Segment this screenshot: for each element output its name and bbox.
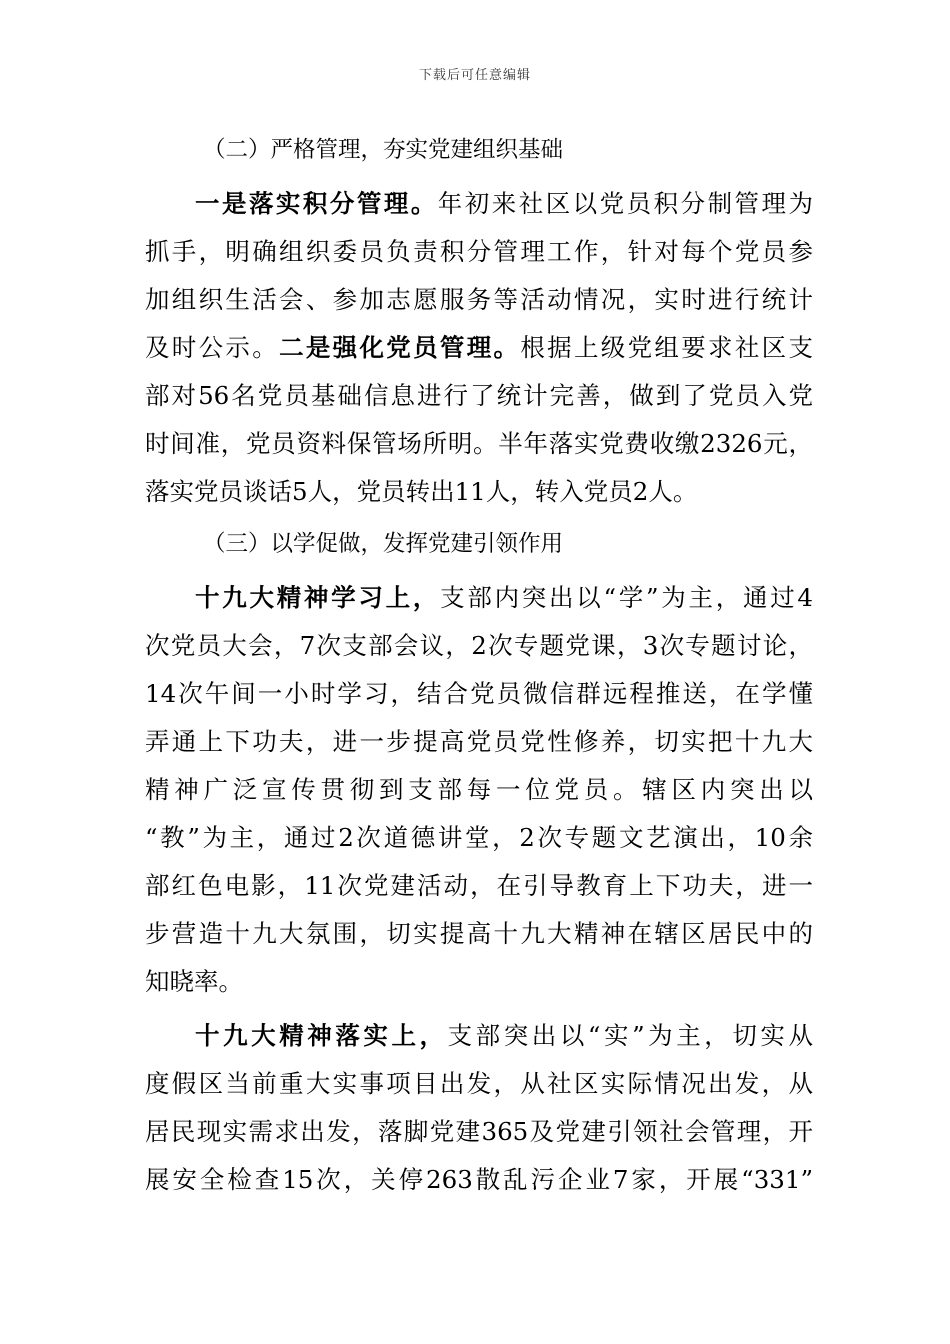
paragraph-line: 步营造十九大氛围，切实提高十九大精神在辖区居民中的 — [145, 919, 813, 948]
paragraph-line: 部红色电影，11次党建活动，在引导教育上下功夫，进一 — [145, 871, 813, 900]
bold-lead: 二是强化党员管理。 — [279, 333, 521, 362]
paragraph-line: 居民现实需求出发，落脚党建365及党建引领社会管理，开 — [145, 1117, 813, 1146]
document-body — [145, 126, 813, 1204]
paragraph-3 — [145, 1012, 813, 1204]
paragraph-line: 落实党员谈话5人，党员转出11人，转入党员2人。 — [145, 477, 698, 506]
paragraph-line: 抓手，明确组织委员负责积分管理工作，针对每个党员参 — [145, 237, 813, 266]
bold-lead: 一是落实积分管理。 — [195, 189, 438, 218]
paragraph-line: “教”为主，通过2次道德讲堂，2次专题文艺演出，10余 — [145, 823, 813, 852]
bold-lead: 十九大精神学习上， — [195, 583, 441, 612]
paragraph-line: 知晓率。 — [145, 967, 243, 996]
paragraph-line: 十九大精神落实上，支部突出以“实”为主，切实从 — [195, 1021, 813, 1050]
paragraph-2 — [145, 574, 813, 1006]
paragraph-line: 十九大精神学习上，支部内突出以“学”为主，通过4 — [195, 583, 814, 612]
header-note: 下载后可任意编辑 — [418, 68, 531, 83]
paragraph-line: 展安全检查15次，关停263散乱污企业7家，开展“331” — [145, 1165, 813, 1194]
paragraph-line: 精神广泛宣传贯彻到支部每一位党员。辖区内突出以 — [145, 775, 813, 804]
paragraph-line: 次党员大会，7次支部会议，2次专题党课，3次专题讨论， — [145, 631, 813, 660]
paragraph-line: 时间准，党员资料保管场所明。半年落实党费收缴2326元， — [145, 429, 813, 458]
paragraph-line: 部对56名党员基础信息进行了统计完善，做到了党员入党 — [145, 381, 813, 410]
paragraph-line: 14次午间一小时学习，结合党员微信群远程推送，在学懂 — [145, 679, 813, 708]
section-heading-3: （三）以学促做，发挥党建引领作用 — [203, 531, 564, 557]
section-heading-2: （二）严格管理，夯实党建组织基础 — [203, 137, 564, 163]
bold-lead: 十九大精神落实上， — [195, 1021, 448, 1050]
paragraph-line: 度假区当前重大实事项目出发，从社区实际情况出发，从 — [145, 1069, 813, 1098]
paragraph-line: 一是落实积分管理。年初来社区以党员积分制管理为 — [195, 189, 813, 218]
paragraph-1 — [145, 180, 813, 516]
paragraph-line: 及时公示。二是强化党员管理。根据上级党组要求社区支 — [145, 333, 813, 362]
paragraph-line: 加组织生活会、参加志愿服务等活动情况，实时进行统计 — [145, 285, 813, 314]
paragraph-line: 弄通上下功夫，进一步提高党员党性修养，切实把十九大 — [145, 727, 813, 756]
